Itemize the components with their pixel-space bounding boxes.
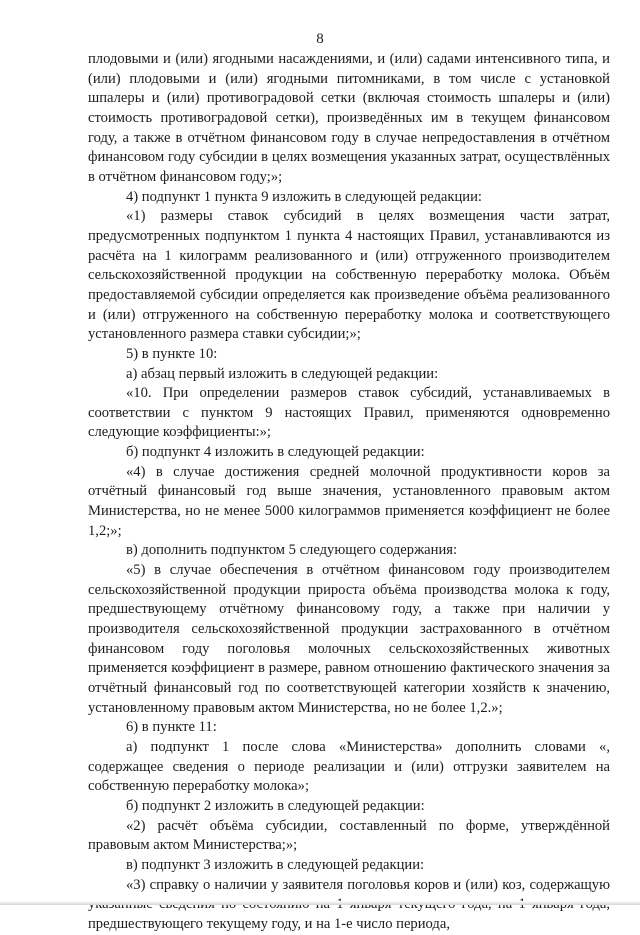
paragraph: 6) в пункте 11:: [126, 719, 217, 736]
paragraph: «3) справку о наличии у заявителя поголовья коров и (или) коз, содержащую предшествующего текущему году, и на 1-е число периода,: [88, 876, 610, 932]
paragraph: б) подпункт 2 изложить в следующей редакции:: [126, 797, 425, 814]
document-body: [88, 50, 610, 935]
page-number: 8: [316, 31, 324, 47]
paragraph: «10. При определении размеров ставок субсидий, устанавливаемых в соответствии с пунктом 9 настоящих Правил, применяются одновременно следующие коэффициенты:»;: [88, 385, 610, 441]
paragraph: «4) в случае достижения средней молочной продуктивности коров за отчётный финансовый год выше значения, установленного правовым актом Министерства, но не менее 5000 килограммов применяется коэффициент не более 1,2;»;: [88, 463, 610, 539]
paragraph: 4) подпункт 1 пункта 9 изложить в следующей редакции:: [126, 188, 482, 205]
paragraph: а) абзац первый изложить в следующей редакции:: [126, 365, 439, 382]
paragraph: в) дополнить подпунктом 5 следующего содержания:: [126, 542, 458, 559]
paragraph: «2) расчёт объёма субсидии, составленный по форме, утверждённой правовым актом Министерства;»;: [88, 817, 610, 854]
paragraph: б) подпункт 4 изложить в следующей редакции:: [126, 444, 425, 461]
paragraph: «1) размеры ставок субсидий в целях возмещения части затрат, предусмотренных подпунктом 1 пункта 4 настоящих Правил, устанавливаются из расчёта на 1 килограмм реализованного и (или) отгруженного производителем сельскохозяйственной продукции на собственную переработку молока. Объём предоставляемой субсидии определяется как произведение объёма реализованного и (или) отгруженного на собственную переработку молока и соответствующего установленного размера ставки субсидии;»;: [88, 208, 610, 343]
paragraph: в) подпункт 3 изложить в следующей редакции:: [126, 856, 425, 873]
paragraph: 5) в пункте 10:: [126, 345, 218, 362]
scan-edge: [0, 901, 640, 905]
paragraph: а) подпункт 1 после слова «Министерства» дополнить словами «, содержащее сведения о периоде реализации и (или) отгрузки заявителем на собственную переработку молока»;: [88, 738, 610, 795]
paragraph: «5) в случае обеспечения в отчётном финансовом году производителем сельскохозяйственной продукции прироста объёма производства молока к году, предшествующему отчётному финансовому году, а также при наличии у производителя сельскохозяйственной продукции застрахованного в отчётном финансовом году поголовья молочных сельскохозяйственных животных применяется коэффициент в размере, равном отношению фактического значения за отчётный финансовый год по соответствующей категории хозяйств к значению, установленному правовым актом Министерства, но не более 1,2.»;: [88, 562, 610, 716]
paragraph: плодовыми и (или) ягодными насаждениями, и (или) садами интенсивного типа, и (или) плодовыми и (или) ягодными питомниками, в том числе с установкой шпалеры и (или) противоградовой сетки (включая стоимость шпалеры и (или) стоимость противоградовой сетки), произведённых им в текущем финансовом году, а также в отчётном финансовом году в случае непредоставления в отчётном финансовом году субсидии в целях возмещения указанных затрат, осуществлённых в отчётном финансовом году;»;: [88, 51, 610, 185]
